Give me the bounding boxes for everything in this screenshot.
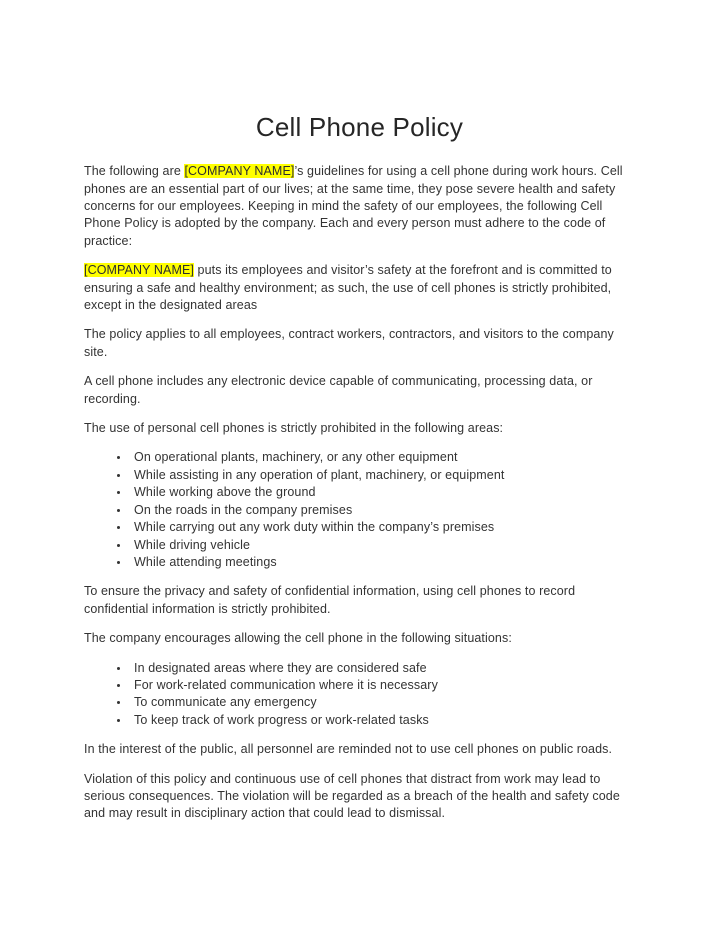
paragraph-prohibited-intro: The use of personal cell phones is strictly prohibited in the following areas:: [84, 421, 504, 436]
paragraph-violation: Violation of this policy and continuous use of cell phones that distract from work may lead to serious consequences. The violation will be regarded as a breach of the health and safety code and may result in disciplinary action that could lead to dismissal.: [84, 771, 620, 821]
list-item: • While attending meetings: [130, 554, 635, 571]
paragraph-allowed-intro: The company encourages allowing the cell phone in the following situations:: [84, 631, 512, 646]
bullet-list-prohibited-areas: [84, 449, 635, 571]
company-name-placeholder-highlight: [COMPANY NAME]: [184, 164, 295, 179]
paragraph-public-roads: In the interest of the public, all personnel are reminded not to use cell phones on public roads.: [84, 742, 613, 757]
paragraph-commitment: [84, 262, 635, 314]
document-title: Cell Phone Policy: [255, 112, 464, 142]
paragraph-intro: [84, 163, 635, 250]
bullet-list-allowed-situations: [84, 660, 635, 730]
paragraph-confidentiality: To ensure the privacy and safety of confidential information, using cell phones to record confidential information is strictly prohibited.: [84, 584, 576, 616]
list-item: • While carrying out any work duty within the company’s premises: [130, 519, 635, 536]
list-item: • To communicate any emergency: [130, 694, 635, 711]
commitment-text-post: puts its employees and visitor’s safety at the forefront and is committed to ensuring a safe and healthy environment; as such, the use of cell phones is strictly prohibited, except in the designated areas: [84, 263, 612, 313]
list-item: • For work-related communication where it is necessary: [130, 677, 635, 694]
company-name-placeholder-highlight: [COMPANY NAME]: [84, 263, 194, 278]
list-item: • While driving vehicle: [130, 537, 635, 554]
paragraph-scope: The policy applies to all employees, contract workers, contractors, and visitors to the company site.: [84, 327, 614, 359]
list-item: • In designated areas where they are considered safe: [130, 660, 635, 677]
list-item: • On operational plants, machinery, or any other equipment: [130, 449, 635, 466]
list-item: • While assisting in any operation of plant, machinery, or equipment: [130, 467, 635, 484]
list-item: • While working above the ground: [130, 484, 635, 501]
list-item: • To keep track of work progress or work-related tasks: [130, 712, 635, 729]
intro-text-post: ’s guidelines for using a cell phone during work hours. Cell phones are an essential part of our lives; at the same time, they pose severe health and safety concerns for our employees. Keeping in mind the safety of our employees, the following Cell Phone Policy is adopted by the company. Each and every person must adhere to the code of practice:: [84, 164, 623, 248]
list-item: • On the roads in the company premises: [130, 502, 635, 519]
intro-text-pre: The following are: [84, 164, 185, 179]
paragraph-definition: A cell phone includes any electronic device capable of communicating, processing data, or recording.: [84, 374, 593, 406]
